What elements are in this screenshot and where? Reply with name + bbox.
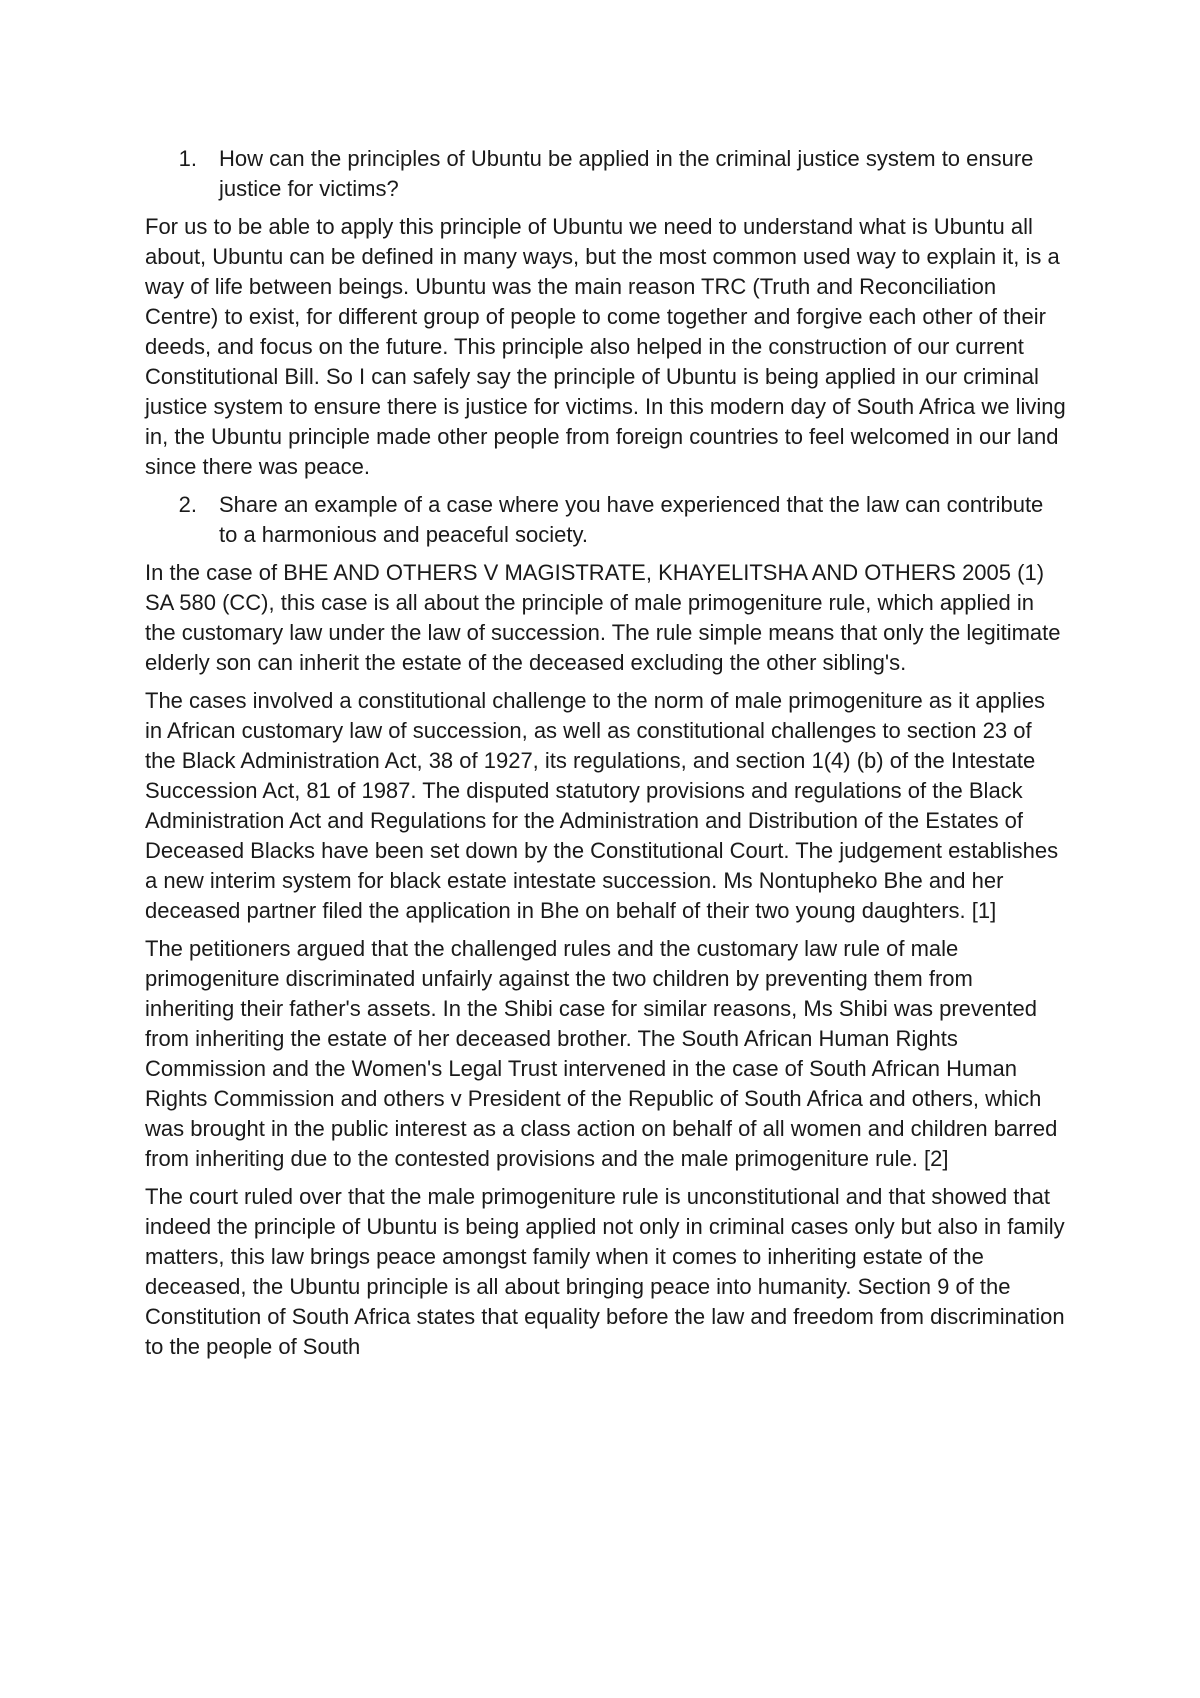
question-2-text: Share an example of a case where you have experienced that the law can contribute to a harmonious and peaceful society. [219, 492, 1044, 547]
question-2-number: 2. [178, 492, 197, 517]
answer-1-paragraph: For us to be able to apply this principle of Ubuntu we need to understand what is Ubuntu all about, Ubuntu can be defined in many ways, but the most common used way to explain it, is a way of life between beings. Ubuntu was the main reason TRC (Truth and Reconciliation Centre) to exist, for different group of people to come together and forgive each other of their deeds, and focus on the future. This principle also helped in the construction of our current Constitutional Bill. So I can safely say the principle of Ubuntu is being applied in our criminal justice system to ensure there is justice for victims. In this modern day of South Africa we living in, the Ubuntu principle made other people from foreign countries to feel welcomed in our land since there was peace. [145, 214, 1066, 479]
answer-2-paragraph-case: In the case of BHE AND OTHERS V MAGISTRATE, KHAYELITSHA AND OTHERS 2005 (1) SA 580 (CC), this case is all about the principle of male primogeniture rule, which applied in the customary law under the law of succession. The rule simple means that only the legitimate elderly son can inherit the estate of the deceased excluding the other sibling's. [145, 560, 1061, 675]
question-1 [145, 144, 1067, 204]
answer-2-paragraph-petitioners: The petitioners argued that the challenged rules and the customary law rule of male primogeniture discriminated unfairly against the two children by preventing them from inheriting their father's assets. In the Shibi case for similar reasons, Ms Shibi was prevented from inheriting the estate of her deceased brother. The South African Human Rights Commission and the Women's Legal Trust intervened in the case of South African Human Rights Commission and others v President of the Republic of South Africa and others, which was brought in the public interest as a class action on behalf of all women and children barred from inheriting due to the contested provisions and the male primogeniture rule. [2] [145, 936, 1058, 1171]
document-body [145, 144, 1067, 1370]
answer-2-paragraph-challenge: The cases involved a constitutional challenge to the norm of male primogeniture as it applies in African customary law of succession, as well as constitutional challenges to section 23 of the Black Administration Act, 38 of 1927, its regulations, and section 1(4) (b) of the Intestate Succession Act, 81 of 1987. The disputed statutory provisions and regulations of the Black Administration Act and Regulations for the Administration and Distribution of the Estates of Deceased Blacks have been set down by the Constitutional Court. The judgement establishes a new interim system for black estate intestate succession. Ms Nontupheko Bhe and her deceased partner filed the application in Bhe on behalf of their two young daughters. [1] [145, 688, 1059, 923]
question-1-number: 1. [178, 146, 197, 171]
answer-2-paragraph-ruling: The court ruled over that the male primogeniture rule is unconstitutional and that showed that indeed the principle of Ubuntu is being applied not only in criminal cases only but also in family matters, this law brings peace amongst family when it comes to inheriting estate of the deceased, the Ubuntu principle is all about bringing peace into humanity. Section 9 of the Constitution of South Africa states that equality before the law and freedom from discrimination to the people of South [145, 1184, 1065, 1359]
question-1-text: How can the principles of Ubuntu be applied in the criminal justice system to ensure justice for victims? [219, 146, 1034, 201]
question-2 [145, 490, 1067, 550]
